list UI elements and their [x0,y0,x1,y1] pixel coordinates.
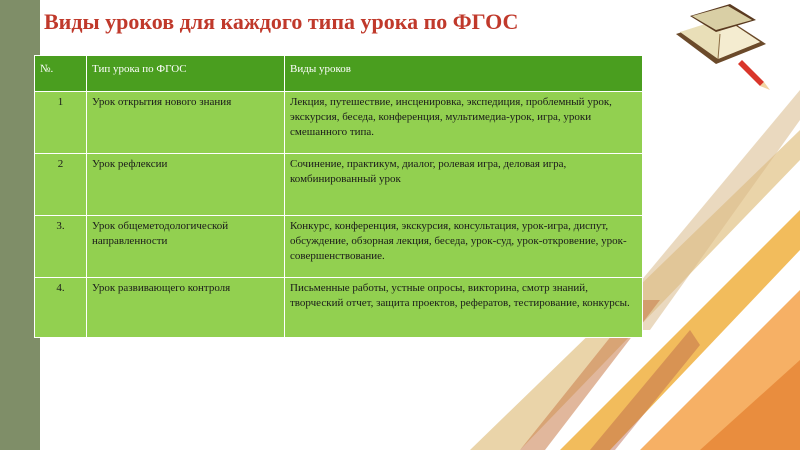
row-lesson-kinds: Лекция, путешествие, инсценировка, экспедиция, проблемный урок, экскурсия, беседа, конференция, мультимедиа-урок, игра, уроки смешанного типа. [285,92,643,154]
row-lesson-type: Урок развивающего контроля [87,278,285,338]
pencil-icon [738,60,770,90]
header-number: №. [35,56,87,92]
table-row [35,278,643,338]
table-row [35,216,643,278]
row-lesson-kinds: Конкурс, конференция, экскурсия, консультация, урок-игра, диспут, обсуждение, обзорная лекция, беседа, урок-суд, урок-откровение, урок-совершенствование. [285,216,643,278]
row-lesson-type: Урок открытия нового знания [87,92,285,154]
row-lesson-kinds: Письменные работы, устные опросы, викторина, смотр знаний, творческий отчет, защита проектов, рефератов, тестирование, конкурсы. [285,278,643,338]
lesson-types-table [34,55,643,338]
header-lesson-type: Тип урока по ФГОС [87,56,285,92]
slide-title: Виды уроков для каждого типа урока по ФГОС [44,9,519,34]
row-number: 1 [35,92,87,154]
row-lesson-kinds: Сочинение, практикум, диалог, ролевая игра, деловая игра, комбинированный урок [285,154,643,216]
table-row [35,92,643,154]
header-lesson-kinds: Виды уроков [285,56,643,92]
table-row [35,154,643,216]
row-lesson-type: Урок общеметодологической направленности [87,216,285,278]
row-number: 3. [35,216,87,278]
row-number: 2 [35,154,87,216]
table-header-row [35,56,643,92]
row-number: 4. [35,278,87,338]
open-book-icon [668,4,778,92]
row-lesson-type: Урок рефлексии [87,154,285,216]
